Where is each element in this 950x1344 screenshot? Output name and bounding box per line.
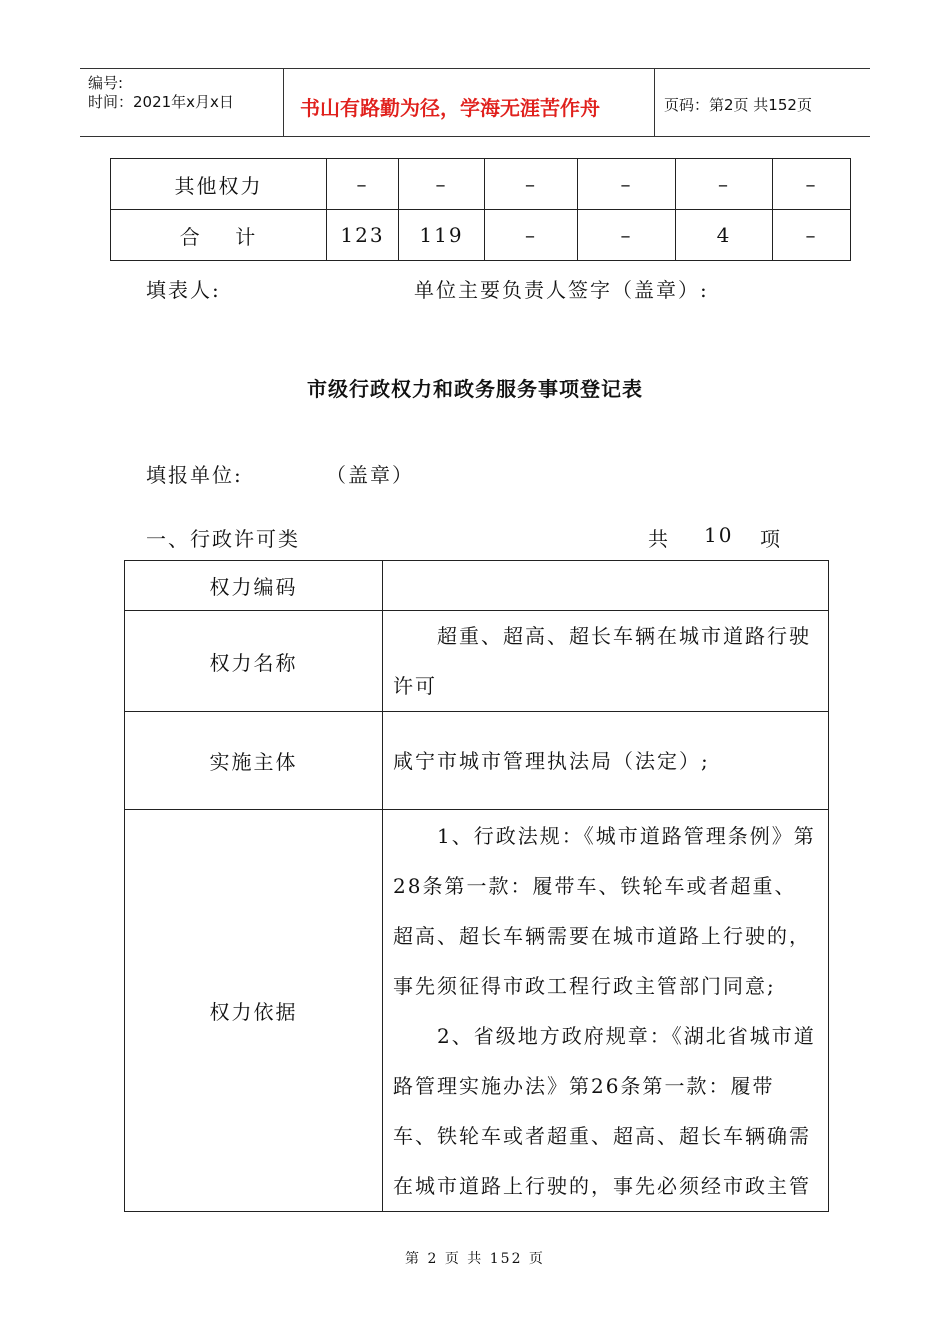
table-cell: –	[773, 159, 851, 210]
page-footer: 第 2 页 共 152 页	[405, 1251, 545, 1267]
table-cell: –	[485, 210, 578, 261]
table-cell: –	[327, 159, 399, 210]
table-cell: 4	[676, 210, 773, 261]
filler-label: 填表人:	[146, 278, 221, 302]
table-row	[125, 561, 829, 611]
document-number-label: 编号:	[88, 74, 124, 92]
header-top-rule	[80, 68, 870, 69]
section-total-suffix: 项	[760, 527, 782, 551]
basis-value	[383, 810, 829, 1212]
section-title: 一、行政许可类	[146, 527, 300, 551]
section-total-count: 10	[704, 523, 734, 547]
subject-label: 实施主体	[125, 712, 383, 810]
row-label: 合 计	[111, 210, 327, 261]
table-cell: –	[676, 159, 773, 210]
principal-signature-label: 单位主要负责人签字（盖章）:	[414, 278, 709, 302]
power-name-label: 权力名称	[125, 611, 383, 712]
fill-unit-label: 填报单位:	[146, 463, 243, 487]
table-row	[111, 210, 851, 261]
table-row	[111, 159, 851, 210]
table-cell: –	[578, 210, 676, 261]
table-cell: –	[578, 159, 676, 210]
document-title: 市级行政权力和政务服务事项登记表	[307, 377, 643, 401]
header-divider	[654, 68, 655, 136]
basis-paragraph: 2、省级地方政府规章：《湖北省城市道路管理实施办法》第26条第一款：履带车、铁轮车或者超重、超高、超长车辆确需在城市道路上行驶的，事先必须经市政主管	[393, 1024, 816, 1198]
header-bottom-rule	[80, 136, 870, 137]
page-indicator: 页码：第2页 共152页	[664, 96, 812, 114]
basis-label: 权力依据	[125, 810, 383, 1212]
table-cell: –	[773, 210, 851, 261]
stamp-label: （盖章）	[326, 463, 414, 487]
subject-value: 咸宁市城市管理执法局（法定）;	[383, 712, 829, 810]
power-name-value: 超重、超高、超长车辆在城市道路行驶许可	[383, 611, 829, 712]
table-cell: –	[485, 159, 578, 210]
row-label: 其他权力	[111, 159, 327, 210]
power-code-value	[383, 561, 829, 611]
table-row	[125, 611, 829, 712]
header-divider	[283, 68, 284, 136]
section-total-prefix: 共	[648, 527, 670, 551]
summary-table	[110, 158, 851, 261]
register-table	[124, 560, 829, 1212]
document-date: 时间：2021年x月x日	[88, 93, 234, 111]
table-cell: 119	[399, 210, 485, 261]
table-row	[125, 810, 829, 1212]
table-row	[125, 712, 829, 810]
table-cell: –	[399, 159, 485, 210]
power-code-label: 权力编码	[125, 561, 383, 611]
basis-paragraph: 1、行政法规：《城市道路管理条例》第28条第一款：履带车、铁轮车或者超重、超高、超长车辆需要在城市道路上行驶的，事先须征得市政工程行政主管部门同意;	[393, 824, 816, 998]
table-cell: 123	[327, 210, 399, 261]
header-motto: 书山有路勤为径，学海无涯苦作舟	[300, 96, 600, 120]
